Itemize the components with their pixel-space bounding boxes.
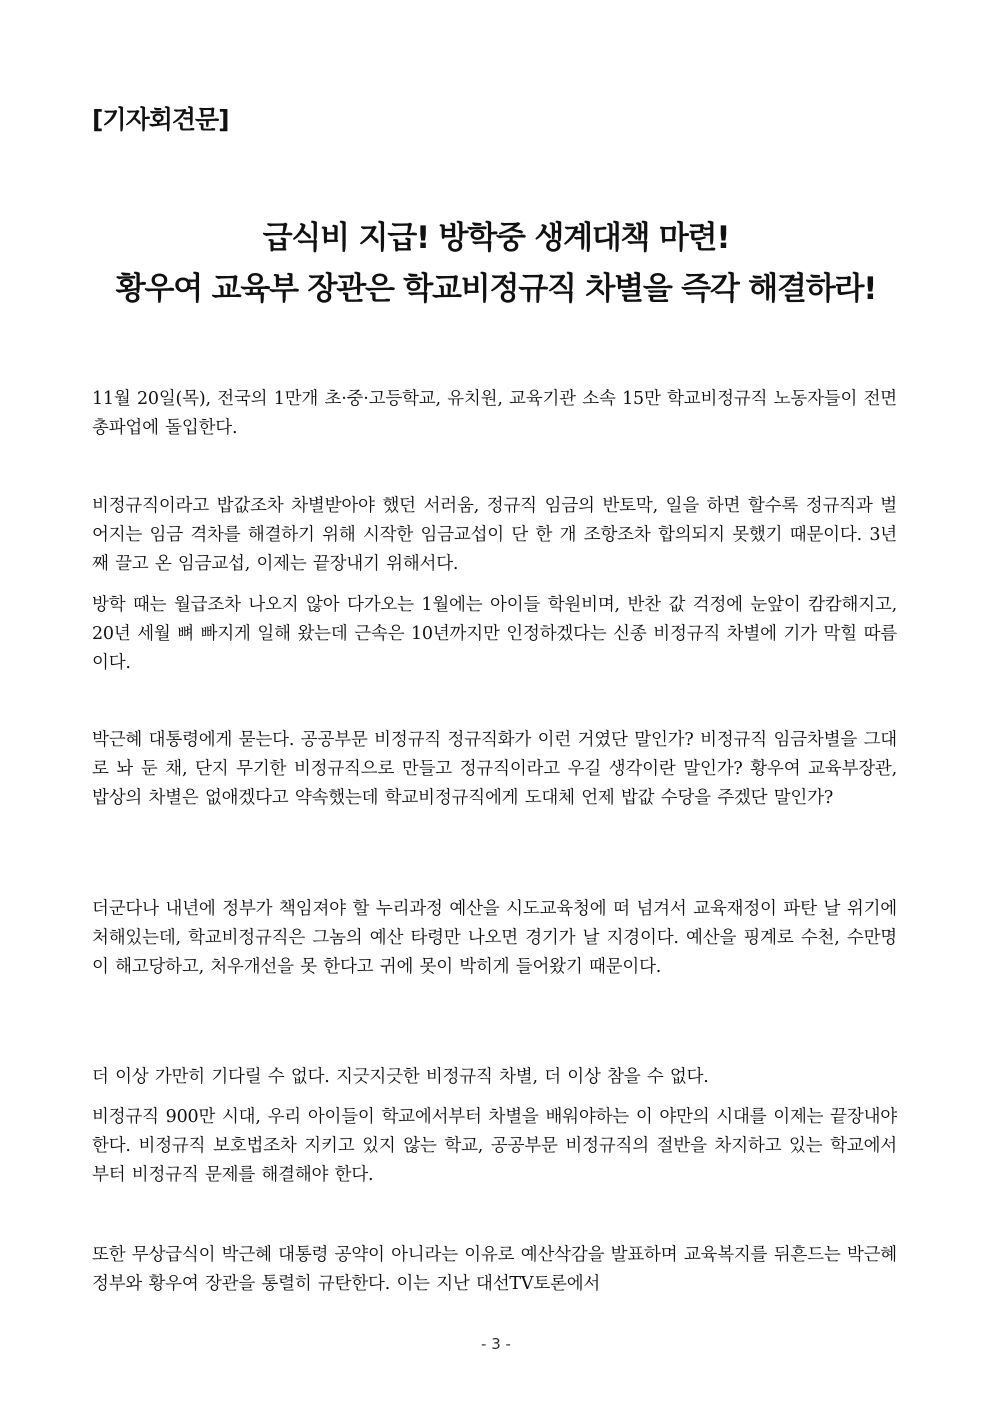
paragraph-6: 더 이상 가만히 기다릴 수 없다. 지긋지긋한 비정규직 차별, 더 이상 참을 수 없다.: [92, 1066, 709, 1087]
page-number: - 3 -: [481, 1335, 511, 1353]
paragraph-4: 박근혜 대통령에게 묻는다. 공공부문 비정규직 정규직화가 이런 거였단 말인가? 비정규직 임금차별을 그대로 놔 둔 채, 단지 무기한 비정규직으로 만들고 정규직이라고 우길 생각이란 말인가? 황우여 교육부장관, 밥상의 차별은 없애겠다고 약속했는데 학교비정규직에게 도대체 언제 밥값 수당을 주겠단 말인가?: [92, 729, 897, 808]
document-label: [기자회견문]: [92, 105, 229, 134]
title-line-2: 황우여 교육부 장관은 학교비정규직 차별을 즉각 해결하라!: [115, 271, 877, 307]
paragraph-1: 11월 20일(목), 전국의 1만개 초·중·고등학교, 유치원, 교육기관 소속 15만 학교비정규직 노동자들이 전면 총파업에 돌입한다.: [92, 388, 897, 438]
paragraph-7: 비정규직 900만 시대, 우리 아이들이 학교에서부터 차별을 배워야하는 이 야만의 시대를 이제는 끝장내야 한다. 비정규직 보호법조차 지키고 있지 않는 학교, 공공부문 비정규직의 절반을 차지하고 있는 학교에서부터 비정규직 문제를 해결해야 한다.: [92, 1106, 897, 1185]
paragraph-5: 더군다나 내년에 정부가 책임져야 할 누리과정 예산을 시도교육청에 떠 넘겨서 교육재정이 파탄 날 위기에 처해있는데, 학교비정규직은 그놈의 예산 타령만 나오면 경기가 날 지경이다. 예산을 핑계로 수천, 수만명이 해고당하고, 처우개선을 못 한다고 귀에 못이 박히게 들어왔기 때문이다.: [92, 898, 897, 977]
paragraph-8: 또한 무상급식이 박근혜 대통령 공약이 아니라는 이유로 예산삭감을 발표하며 교육복지를 뒤흔드는 박근혜정부와 황우여 장관을 통렬히 규탄한다. 이는 지난 대선TV토론에서: [92, 1244, 898, 1294]
title-line-1: 급식비 지급! 방학중 생계대책 마련!: [262, 220, 730, 256]
paragraph-2: 비정규직이라고 밥값조차 차별받아야 했던 서러움, 정규직 임금의 반토막, 일을 하면 할수록 정규직과 벌어지는 임금 격차를 해결하기 위해 시작한 임금교섭이 단 한 개 조항조차 합의되지 못했기 때문이다. 3년 째 끌고 온 임금교섭, 이제는 끝장내기 위해서다.: [92, 495, 897, 574]
paragraph-3: 방학 때는 월급조차 나오지 않아 다가오는 1월에는 아이들 학원비며, 반찬 값 걱정에 눈앞이 캄캄해지고, 20년 세월 뼈 빠지게 일해 왔는데 근속은 10년까지만 인정하겠다는 신종 비정규직 차별에 기가 막힐 따름이다.: [92, 594, 897, 673]
